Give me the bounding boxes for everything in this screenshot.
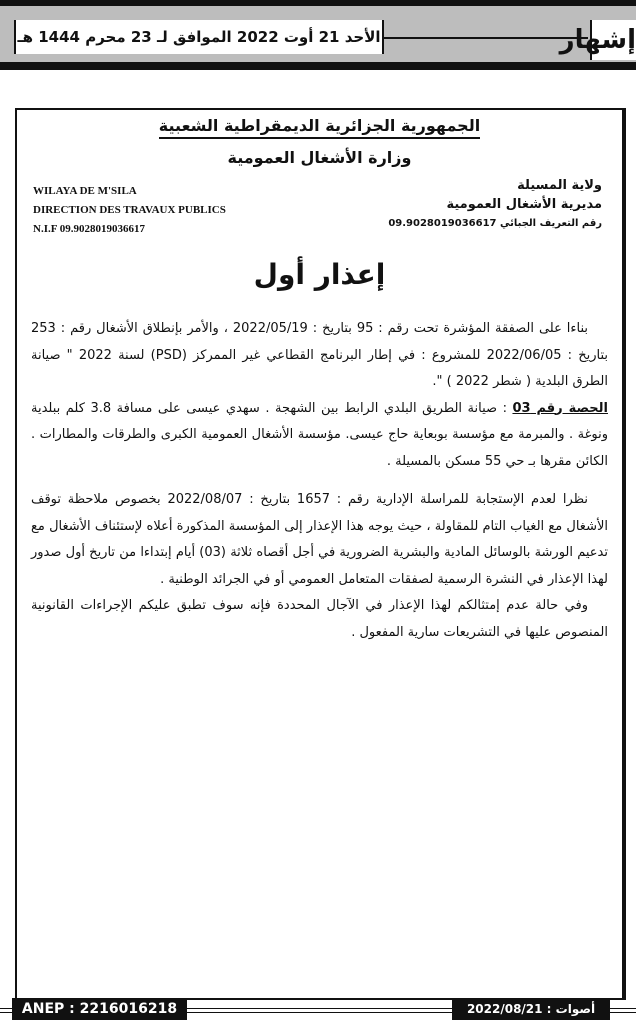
direction-ar: مديرية الأشغال العمومية — [446, 197, 602, 212]
notice-body — [31, 316, 608, 646]
paragraph-4: وفي حالة عدم إمتثالكم لهذا الإعذار في الآجال المحددة فإنه سوف تطبق عليكم الإجراءات القانونية المنصوص عليها في التشريعات سارية المفعول . — [31, 598, 608, 640]
nif-fr: N.I.F 09.9028019036617 — [33, 223, 146, 235]
direction-fr: DIRECTION DES TRAVAUX PUBLICS — [33, 204, 226, 216]
issue-date: الأحد 21 أوت 2022 الموافق لـ 23 محرم 1444 هـ — [14, 20, 384, 54]
nif-ar: رقم التعريف الجبائي 09.9028019036617 — [388, 218, 602, 229]
paragraph-3: نظرا لعدم الإستجابة للمراسلة الإدارية رقم : 1657 بتاريخ : 2022/08/07 بخصوص ملاحظة توقف الأشغال مع الغياب التام للمقاولة ، حيث يوجه هذا الإعذار إلى المؤسسة المذكورة أعلاه لإستئناف الأشغال مع تدعيم الورشة بالوسائل المادية والبشرية الضرورية في أجل أقصاه ثلاثة (03) أيام إبتداءا من تاريخ أول صدور لهذا الإعذار في النشرة الرسمية لصفقات المتعامل العمومي أو في الجرائد الوطنية . — [31, 492, 608, 587]
french-header — [33, 182, 226, 239]
wilaya-ar: ولاية المسيلة — [517, 178, 602, 193]
lot-label: الحصة رقم 03 — [512, 400, 608, 416]
footer — [0, 998, 636, 1020]
notice-heading: إعذار أول — [253, 258, 386, 291]
wilaya-fr: WILAYA DE M'SILA — [33, 185, 137, 197]
ministry-title: وزارة الأشغال العمومية — [227, 148, 412, 167]
notice-box — [15, 108, 626, 1000]
anep-reference: ANEP : 2216016218 — [12, 998, 187, 1020]
newspaper-banner — [0, 0, 636, 64]
republic-title: الجمهورية الجزائرية الديمقراطية الشعبية — [159, 116, 480, 139]
paragraph-1: بناءا على الصفقة المؤشرة تحت رقم : 95 بتاريخ : 2022/05/19 ، والأمر بإنطلاق الأشغال رقم : 253 بتاريخ : 2022/06/05 للمشروع : في إطار البرنامج القطاعي غير الممركز (PSD) لسنة 2022 " صيانة الطرق البلدية ( شطر 2022 ) ". — [31, 321, 608, 389]
banner-rule — [0, 62, 636, 70]
divider — [382, 37, 588, 39]
section-title: إشهار — [590, 20, 636, 60]
arabic-header — [388, 176, 602, 233]
lot-text: : صيانة الطريق البلدي الرابط بين الشهجة . سهدي عيسى على مسافة 3.8 كلم ببلدية ونوغة . والمبرمة مع مؤسسة بوبعاية حاج عيسى. مؤسسة الأشغال العمومية الكبرى والطرقات والمطارات . الكائن مقرها بـ حي 55 مسكن بالمسيلة . — [31, 400, 608, 469]
source-date: أصوات : 2022/08/21 — [452, 998, 610, 1020]
paragraph-2 — [31, 396, 608, 476]
